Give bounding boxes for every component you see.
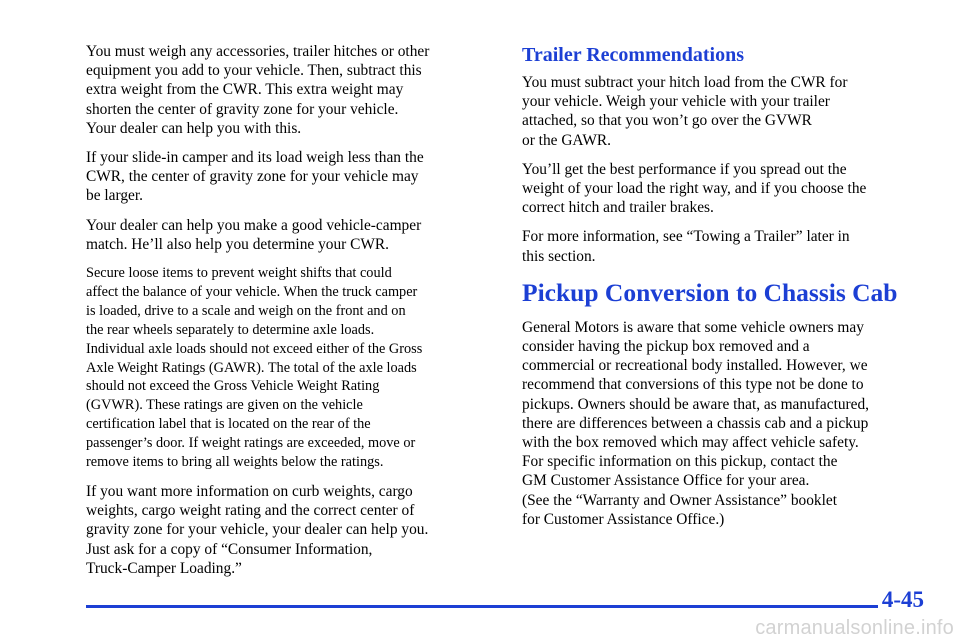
footer-rule bbox=[86, 605, 878, 608]
heading-trailer-recommendations: Trailer Recommendations bbox=[522, 44, 745, 66]
left-column bbox=[86, 42, 488, 588]
watermark: carmanualsonline.info bbox=[755, 617, 954, 639]
paragraph-towing-reference: For more information, see “Towing a Trailer” later in this section. bbox=[522, 228, 850, 265]
paragraph-slide-in-camper: If your slide-in camper and its load weigh less than the CWR, the center of gravity zone for your vehicle may be larger. bbox=[86, 149, 424, 205]
heading-pickup-conversion: Pickup Conversion to Chassis Cab bbox=[522, 277, 898, 307]
page-number: 4-45 bbox=[881, 587, 924, 612]
paragraph-more-information: If you want more information on curb weights, cargo weights, cargo weight rating and the correct center of gravity zone for your vehicle, your dealer can help you. Just ask for a copy of “Consumer Information, Truck-Camper Loading.” bbox=[86, 483, 429, 577]
paragraph-dealer-match: Your dealer can help you make a good vehicle-camper match. He’ll also help you determine your CWR. bbox=[86, 216, 422, 253]
paragraph-accessories-weight: You must weigh any accessories, trailer hitches or other equipment you add to your vehicle. Then, subtract this extra weight from the CWR. This extra weight may shorten the center of gravity zone for your vehicle. Your dealer can help you with this. bbox=[86, 43, 430, 137]
right-column bbox=[522, 42, 924, 539]
paragraph-best-performance: You’ll get the best performance if you spread out the weight of your load the right way, and if you choose the correct hitch and trailer brakes. bbox=[522, 160, 867, 217]
paragraph-secure-loose-items: Secure loose items to prevent weight shifts that could affect the balance of your vehicle. When the truck camper is loaded, drive to a scale and weigh on the front and on the rear wheels separately to determine axle loads. Individual axle loads should not exceed either of the Gross Axle Weight Ratings (GAWR). The total of the axle loads should not exceed the Gross Vehicle Weight Rating (GVWR). These ratings are given on the vehicle certification label that is located on the rear of the passenger’s door. If weight ratings are exceeded, move or remove items to bring all weights below the ratings. bbox=[86, 265, 423, 471]
paragraph-hitch-load: You must subtract your hitch load from the CWR for your vehicle. Weigh your vehicle with your trailer attached, so that you won’t go over the GVWR or the GAWR. bbox=[522, 74, 848, 149]
paragraph-general-motors-notice: General Motors is aware that some vehicle owners may consider having the pickup box removed and a commercial or recreational body installed. However, we recommend that conversions of this type not be done to pickups. Owners should be aware that, as manufactured, there are differences between a chassis cab and a pickup with the box removed which may affect vehicle safety. For specific information on this pickup, contact the GM Customer Assistance Office for your area. (See the “Warranty and Owner Assistance” booklet for Customer Assistance Office.) bbox=[522, 318, 870, 528]
